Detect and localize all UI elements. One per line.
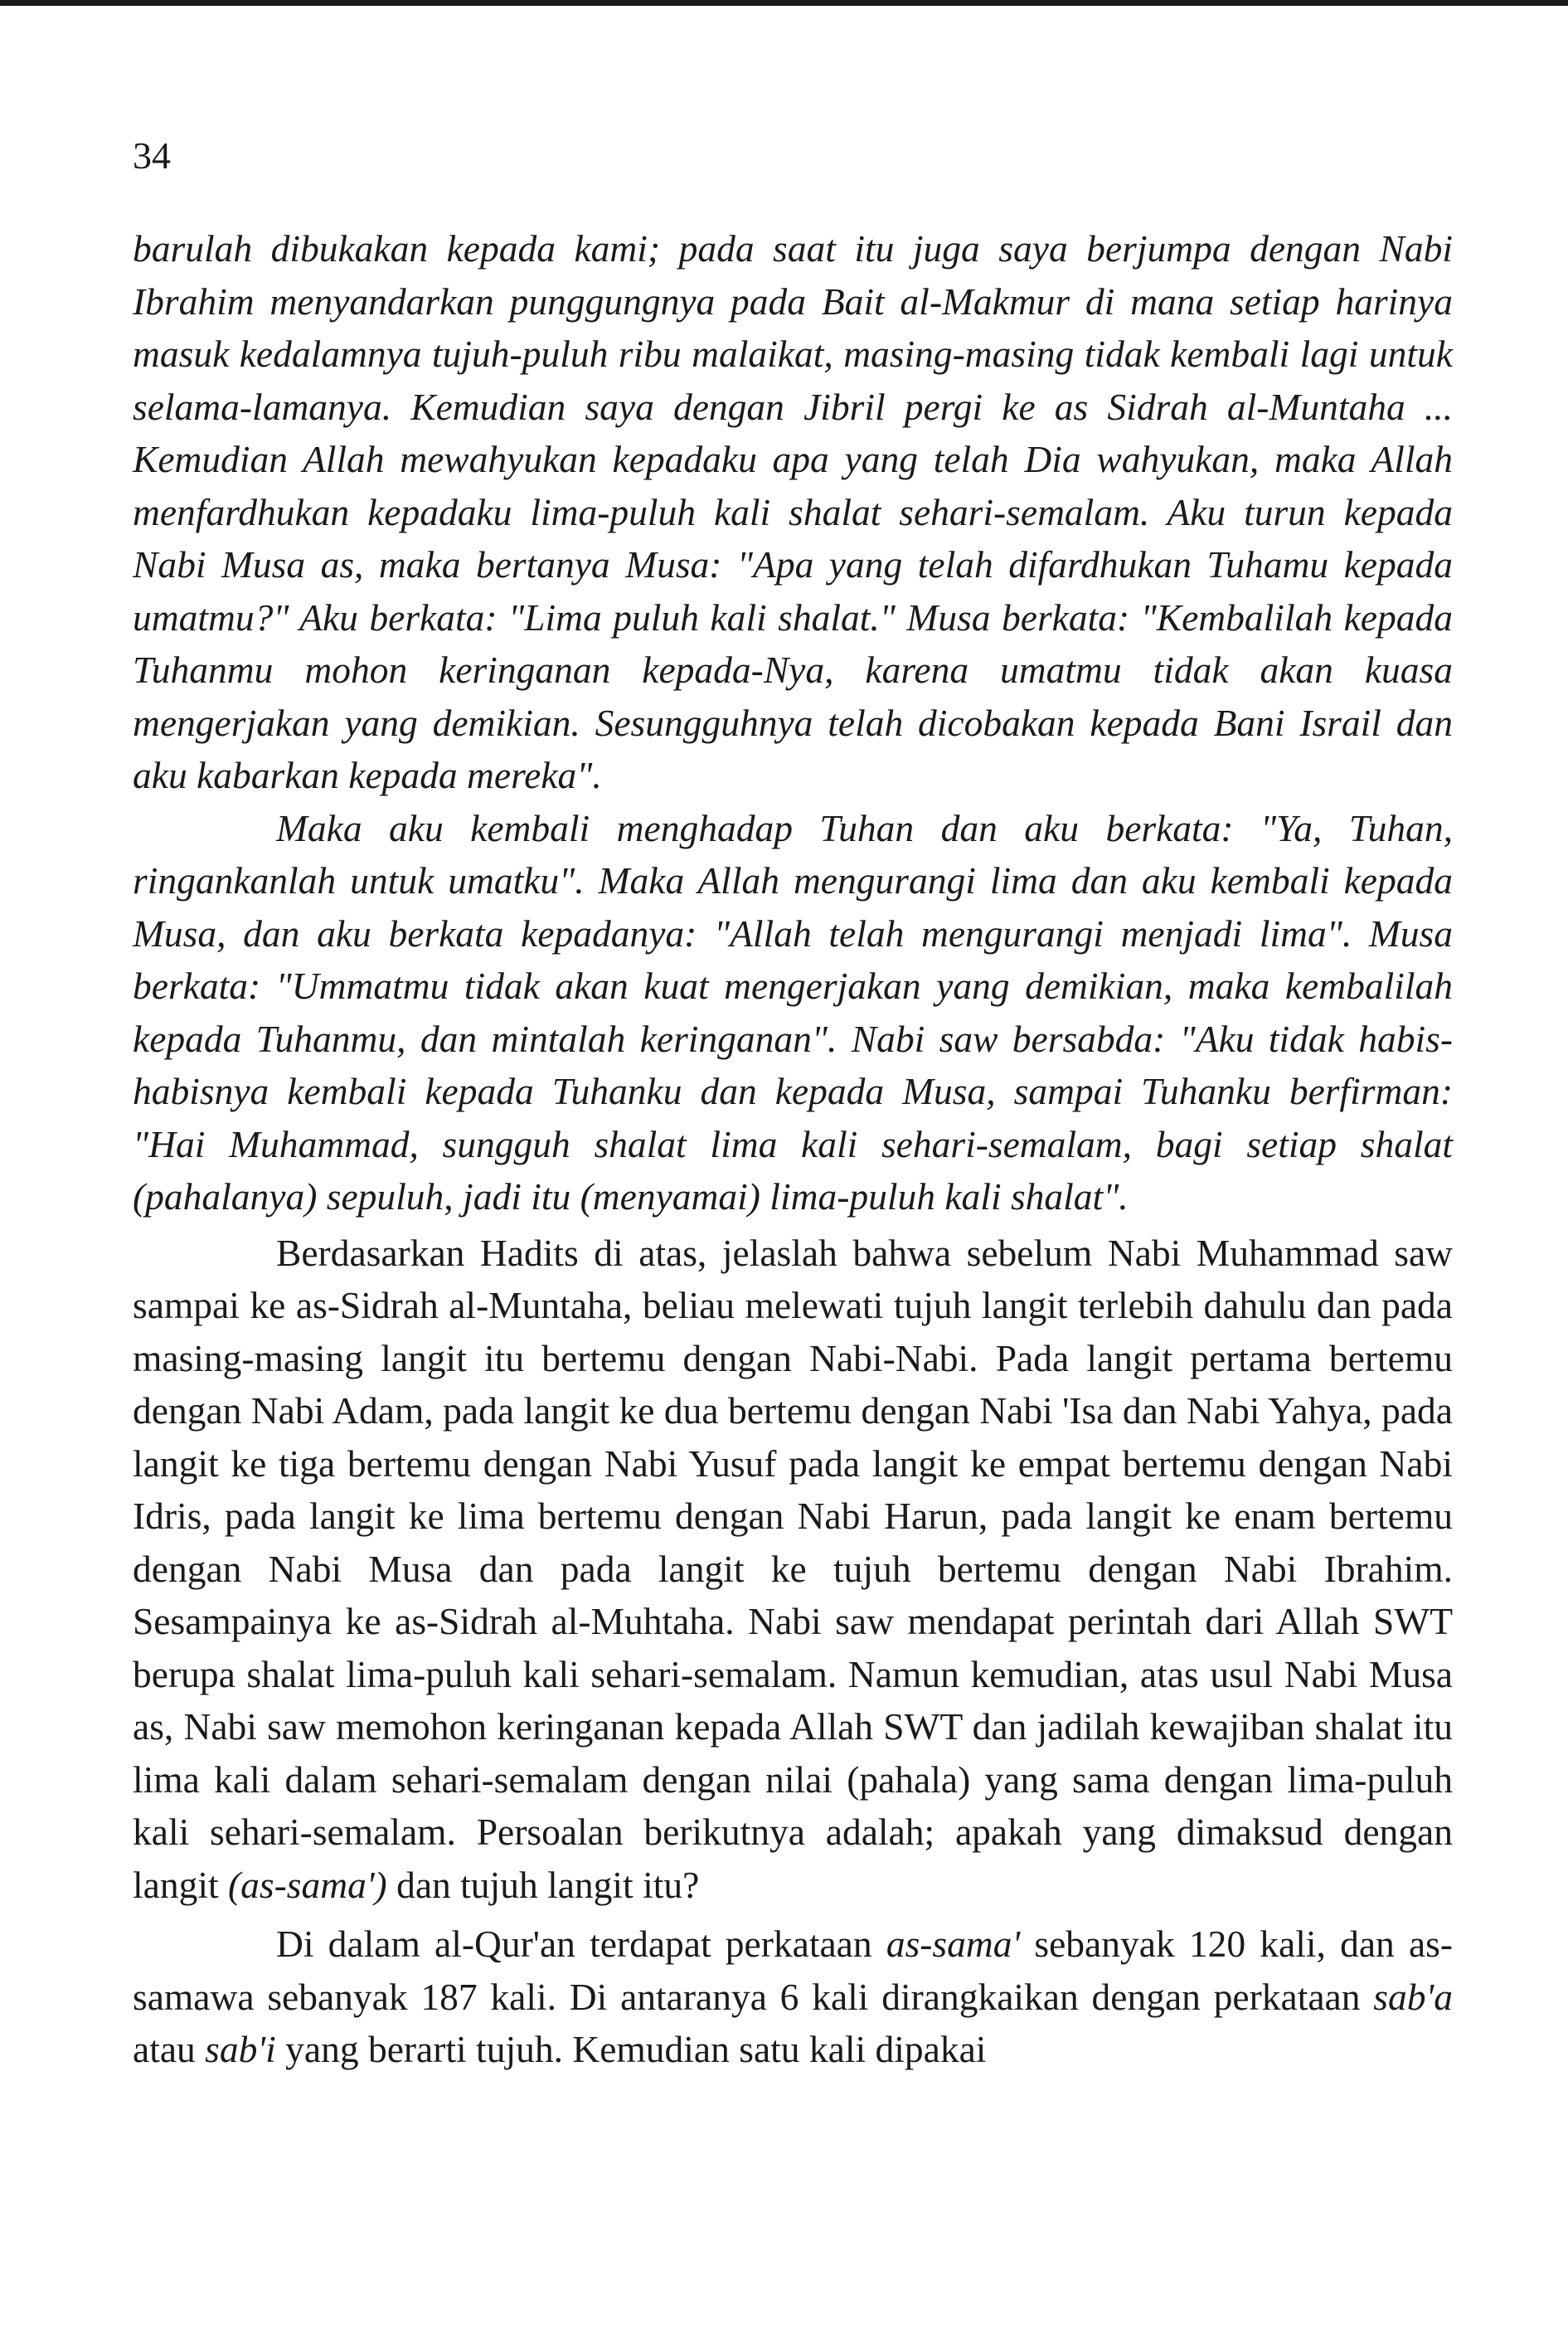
quote-paragraph-1: barulah dibukakan kepada kami; pada saat itu juga saya berjumpa dengan Nabi Ibrahim menyandarkan punggungnya pada Bait al-Makmur di mana setiap harinya masuk kedalamnya tujuh-puluh ribu malaikat, masing-masing tidak kembali lagi untuk selama-lamanya. Kemudian saya dengan Jibril pergi ke as Sidrah al-Muntaha ... Kemudian Allah mewahyukan kepadaku apa yang telah Dia wahyukan, maka Allah menfardhukan kepadaku lima-puluh kali shalat sehari-semalam. Aku turun kepada Nabi Musa as, maka bertanya Musa: "Apa yang telah difardhukan Tuhamu kepada umatmu?" Aku berkata: "Lima puluh kali shalat." Musa berkata: "Kembalilah kepada Tuhanmu mohon keringanan kepada-Nya, karena umatmu tidak akan kuasa mengerjakan yang demikian. Sesungguhnya telah dicobakan kepada Bani Israil dan aku kabarkan kepada mereka". — [133, 227, 1453, 796]
page-number: 34 — [133, 134, 171, 177]
body-paragraph-2-a: Di dalam al-Qur'an terdapat perkataan — [276, 1923, 872, 1965]
body-paragraph-1 — [133, 1227, 1453, 1912]
body-text — [133, 1227, 1453, 2076]
term-as-sama-2: as-sama' — [886, 1923, 1021, 1965]
term-as-sama: (as-sama') — [228, 1863, 387, 1906]
term-saba: sab'a — [1373, 1975, 1453, 2018]
body-paragraph-1-end: dan tujuh langit itu? — [396, 1863, 700, 1906]
body-paragraph-2-c: atau — [133, 2028, 196, 2070]
quote-paragraph-2: Maka aku kembali menghadap Tuhan dan aku berkata: "Ya, Tuhan, ringankanlah untuk umatku". Maka Allah mengurangi lima dan aku kembali kepada Musa, dan aku berkata kepadanya: "Allah telah mengurangi menjadi lima". Musa berkata: "Ummatmu tidak akan kuat mengerjakan yang demikian, maka kembalilah kepada Tuhanmu, dan mintalah keringanan". Nabi saw bersabda: "Aku tidak habis-habisnya kembali kepada Tuhanku dan kepada Musa, sampai Tuhanku berfirman: "Hai Muhammad, sungguh shalat lima kali sehari-semalam, bagi setiap shalat (pahalanya) sepuluh, jadi itu (menyamai) lima-puluh kali shalat". — [133, 806, 1453, 1218]
hadith-quote — [133, 222, 1453, 1223]
body-paragraph-2 — [133, 1918, 1453, 2076]
body-paragraph-1-text: Berdasarkan Hadits di atas, jelaslah bahwa sebelum Nabi Muhammad saw sampai ke as-Sidrah al-Muntaha, beliau melewati tujuh langit terlebih dahulu dan pada masing-masing langit itu bertemu dengan Nabi-Nabi. Pada langit pertama bertemu dengan Nabi Adam, pada langit ke dua bertemu dengan Nabi 'Isa dan Nabi Yahya, pada langit ke tiga bertemu dengan Nabi Yusuf pada langit ke empat bertemu dengan Nabi Idris, pada langit ke lima bertemu dengan Nabi Harun, pada langit ke enam bertemu dengan Nabi Musa dan pada langit ke tujuh bertemu dengan Nabi Ibrahim. Sesampainya ke as-Sidrah al-Muhtaha. Nabi saw mendapat perintah dari Allah SWT berupa shalat lima-puluh kali sehari-semalam. Namun kemudian, atas usul Nabi Musa as, Nabi saw memohon keringanan kepada Allah SWT dan jadilah kewajiban shalat itu lima kali dalam sehari-semalam dengan nilai (pahala) yang sama dengan lima-puluh kali sehari-semalam. Persoalan berikutnya adalah; apakah yang dimaksud dengan langit — [133, 1231, 1453, 1906]
body-paragraph-2-d: yang berarti tujuh. Kemudian satu kali dipakai — [285, 2028, 987, 2070]
page-text — [133, 222, 1453, 2076]
body-paragraph-2-b: sebanyak 120 kali, dan as-samawa sebanyak 187 kali. Di antaranya 6 kali dirangkaikan dengan perkataan — [133, 1923, 1454, 2018]
top-rule — [0, 0, 1568, 6]
term-sabi: sab'i — [205, 2028, 276, 2070]
